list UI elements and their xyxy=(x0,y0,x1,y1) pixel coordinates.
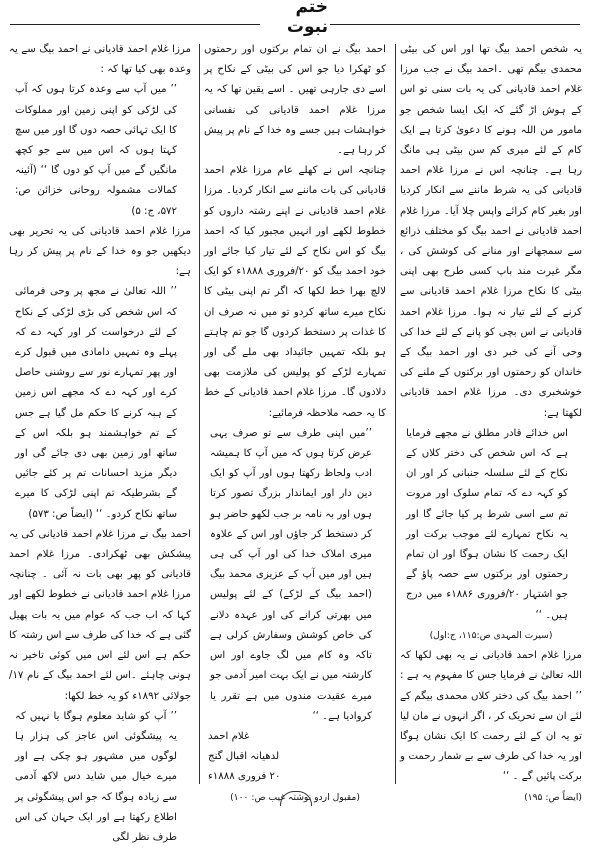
page-header xyxy=(0,0,590,40)
citation: (مقبول اردو نوشتہ غیب ص: ۱۰۰) xyxy=(230,791,360,803)
column-middle xyxy=(204,40,386,803)
header-rule-left xyxy=(10,24,260,25)
paragraph: احمد بیگ نے ان تمام برکتوں اور رحمتوں کو ٹھکرا دیا جو اس کی بیٹی کے نکاح پر اسے دی جارہی تھیں ۔ اسے یقین تھا کہ یہ مرزا غلام احمد قادیانی کی نفسانی خواہشات ہیں جسے وہ خدا کے نام پر پیش کر رہا ہے۔ xyxy=(204,44,386,157)
column-divider xyxy=(199,44,200,784)
column-divider xyxy=(395,44,396,784)
header-title: ختم نبوت xyxy=(286,0,328,37)
quote-paragraph: ’’ اللہ تعالیٰ نے مجھ پر وحی فرمائی کہ اس شخص کی بڑی لڑکی کے نکاح کے لئے درخواست کر اور کہہ دے کہ پہلے وہ تمہیں دامادی میں قبول کرے اور پھر تمہارے نور سے روشنی حاصل کرے اور کہہ دے کہ مجھے اس زمین کے ہبہ کرنے کا حکم مل گیا ہے جس کے تم خواہشمند ہو بلکہ اس کے ساتھ اور زمین بھی دی جائے گی اور دیگر مزید احسانات تم پر کئے جائیں گے بشرطیکہ تم اپنی لڑکی کا میرے ساتھ نکاح کردو۔ ‘‘ (ایضاً ص: ۵۷۳) xyxy=(15,286,177,520)
paragraph: احمد بیگ نے مرزا غلام احمد قادیانی کی یہ پیشکش بھی ٹھکرادی۔ مرزا غلام احمد قادیانی کو پھر بھی بات نہ آئی ۔ چنانچہ مرزا غلام احمد قادیانی نے خطوط لکھے اور کہا کہ اب جب کہ عوام میں یہ بات پھیل گئی ہے کہ خدا کی طرف سے اس رشتہ کا حکم ہے اس لئے اس میں کوئی تاخیر نہ ہونی چاہئے ۔اس لئے احمد بیگ کے نام ۱۷/جولائی ۱۸۹۲ء کو یہ خط لکھا: xyxy=(9,528,191,702)
paragraph: مرزا غلام احمد قادیانی نے یہ بھی لکھا کہ اللہ تعالیٰ نے فرمایا جس کا مفہوم یہ ہے : ’’ احمد بیگ کی دختر کلاں محمدی بیگم کے لئے ان سے تحریک کر ، اگر انہوں نے مان لیا تو یہ ان کے لئے رحمت کا ایک نشان ہوگا اور یہ خدا کی طرف سے بے شمار رحمت و برکت پائیں گے ۔ ‘‘ xyxy=(400,650,582,783)
column-right xyxy=(400,40,582,803)
quote-paragraph: اس خدائے قادر مطلق نے مجھے فرمایا ہے کہ اس شخص کی دختر کلاں کے نکاح کے لئے سلسلہ جنبانی کر اور ان کو کہہ دے کہ تمام سلوک اور مروت تم سے اسی شرط پر کیا جائے گا اور یہ نکاح تمہارے لئے موجب برکت اور ایک رحمت کا نشان ہوگا اور ان تمام رحمتوں اور برکتوں سے حصہ پاؤ گے جو اشتہار ۲۰/فروری ۱۸۸۶ء میں درج ہیں۔ ‘‘ xyxy=(406,427,568,621)
citation: (سیرت المہدی ص:۱۱۵، ج:اول) xyxy=(429,629,553,641)
quote-paragraph: ’’ آپ کو شاید معلوم ہوگا یا نہیں کہ یہ پیشگوئی اس عاجز کی ہزار ہا لوگوں میں مشہور ہو چکی ہے اور میرے خیال میں شاید دس لاکھ آدمی سے زیادہ ہوگا کہ جو اس پیشگوئی پر اطلاع رکھتا ہے اور ایک جہان کی اس طرف نظر لگی xyxy=(15,710,177,843)
header-rule-right xyxy=(330,24,580,25)
column-left xyxy=(9,40,191,843)
quote-paragraph: ’’ میں آپ سے وعدہ کرتا ہوں کہ آپ کی لڑکی کو اپنی زمین اور مملوکات کا ایک تہائی حصہ دوں گا اور میں سچ کہتا ہوں کہ اس میں سے جو کچھ مانگیں گے میں آپ کو دوں گا ‘‘ (آئینہ کمالات مشمولہ روحانی خزائن ص: ۵۷۲، ج: ۵) xyxy=(15,84,177,217)
paragraph: مرزا غلام احمد قادیانی نے احمد بیگ سے یہ وعدہ بھی کیا تھا کہ : xyxy=(9,44,191,76)
quote-paragraph: ’’میں اپنی طرف سے تو صرف یہی عرض کرتا ہوں کہ میں آپ کا ہمیشہ ادب ولحاظ رکھتا ہوں اور آپ کو ایک دین دار اور ایماندار بزرگ تصور کرتا ہوں اور بہ نامہ بر جب لکھو حاضر ہو کر دستخط کر جاؤں اور اس کے علاوہ میری املاک خدا کی اور آپ کی ہی ہیں اور میں آپ کے عزیزی محمد بیگ (احمد بیگ کے لڑکے) کے لئے پولیس میں بھرتی کرانے کی اور عہدہ دلانے کی خاص کوشش وسفارش کرلی ہے تاکہ وہ کام میں لگ جاوے اور اس کارشتہ میں نے ایک بہت امیر آدمی جو میرے عقیدت مندوں میں ہے تقرر یا کروادیا ہے۔ ‘‘ xyxy=(210,427,372,722)
paragraph: مرزا غلام احمد قادیانی کی یہ تحریر بھی دیکھیں جو وہ خدا کے نام پر پیش کر رہا ہے: xyxy=(9,225,191,278)
paragraph: چنانچہ اس نے کھلے عام مرزا غلام احمد قادیانی کی بات ماننے سے انکار کردیا۔ مرزا غلام احمد قادیانی نے اپنے رشتہ داروں کو خطوط لکھے اور انہیں مجبور کیا کہ احمد بیگ کو اس نکاح کے لئے تیار کیا جائے اور خود احمد بیگ کو ۲۰/فروری ۱۸۸۸ء کو ایک لالچ بھرا خط لکھا کہ اگر تم اپنی بیٹی کا نکاح میرے ساتھ کردو تو میں نہ صرف ان کا غذات پر دستخط کردوں گا جو تم چاہتے ہو بلکہ تمہیں جائیداد بھی ملے گی اور تمہارے لڑکے کو پولیس کی ملازمت بھی دلادوں گا۔ مرزا غلام احمد قادیانی کے خط کا یہ حصہ ملاحظہ فرمائیے: xyxy=(204,165,386,419)
paragraph: یہ شخص احمد بیگ تھا اور اس کی بیٹی محمدی بیگم تھی ۔احمد بیگ نے جب مرزا غلام احمد قادیانی کی یہ بات سنی تو اس کے ہوش اڑ گئے کہ ایک ایسا شخص جو مامور من اللہ ہونے کا دعویٰ کرتا ہے ایک کام کے لئے میری کم سن بیٹی ہی مانگ رہا ہے۔ چنانچہ اس نے مرزا غلام احمد قادیانی کی یہ شرط ماننے سے انکار کردیا اور بغیر کام کرائے واپس چلا آیا۔ مرزا غلام احمد قادیانی نے احمد بیگ کو مختلف ذرائع سے سمجھانے اور منانے کی کوشش کی ، مگر غیرت مند باپ کسی طرح بھی اپنی بیٹی کا نکاح مرزا غلام احمد قادیانی سے کرنے کے لئے تیار نہ ہوا۔ مرزا غلام احمد قادیانی نے اس بچی کو پانے کے لئے خدا کی وحی آنے کی خبر دی اور احمد بیگ کے خاندان کو رحمتوں اور برکتوں کے ملنے کی خوشخبری دی۔ مرزا غلام احمد قادیانی لکھتا ہے: xyxy=(400,44,582,419)
signature-line: ۲۰ فروری ۱۸۸۸ء xyxy=(208,771,281,783)
citation: (ایضاً ص: ۱۹۵) xyxy=(524,791,582,803)
signature-line: لدھیانہ اقبال گنج xyxy=(208,751,280,763)
signature-line: غلام احمد xyxy=(208,730,250,742)
